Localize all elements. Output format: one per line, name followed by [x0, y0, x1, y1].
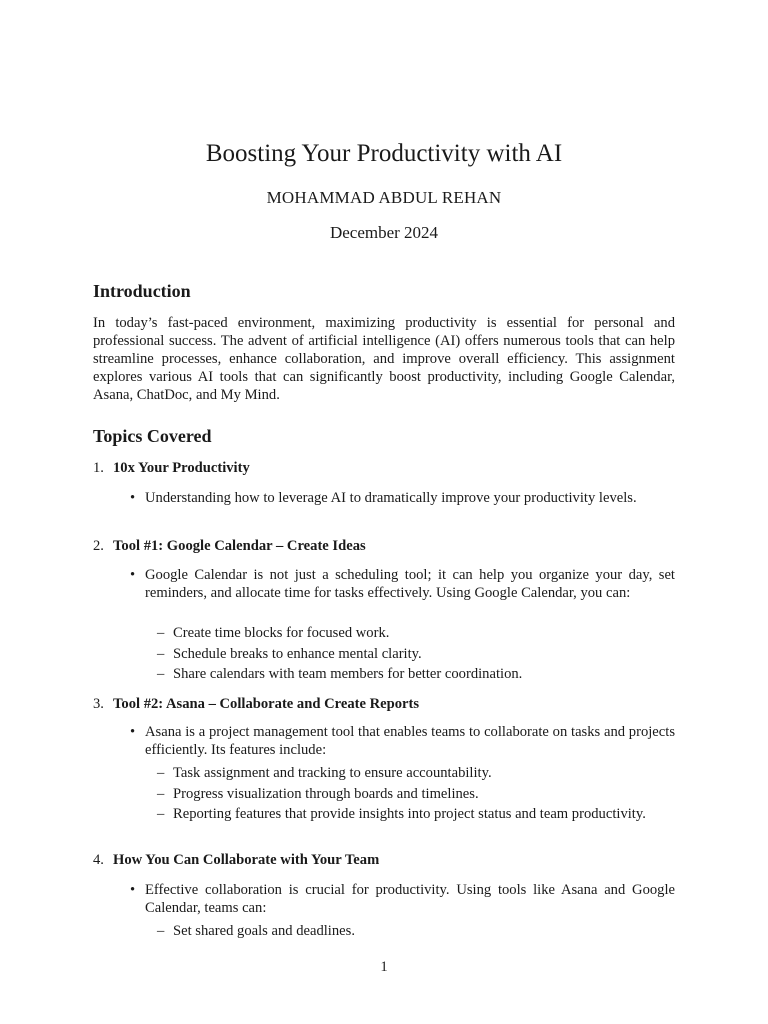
section-heading-topics: Topics Covered: [93, 426, 212, 446]
sub-item-text: Share calendars with team members for better coordination.: [173, 666, 523, 682]
bullet-icon: •: [130, 882, 136, 898]
bullet-icon: •: [130, 490, 136, 506]
list-item-4-heading: [93, 851, 683, 869]
list-item-3-bullet: [130, 723, 675, 759]
bullet-icon: •: [130, 567, 136, 583]
bullet-text: Google Calendar is not just a scheduling tool; it can help you organize your day, set reminders, and allocate time for tasks effectively. Using Google Calendar, you can:: [145, 567, 675, 601]
list-item-4-sub-1: [157, 922, 675, 940]
list-item-1-heading: [93, 459, 683, 477]
sub-item-text: Set shared goals and deadlines.: [173, 923, 355, 939]
sub-item-text: Task assignment and tracking to ensure accountability.: [173, 765, 492, 781]
bullet-text: Effective collaboration is crucial for productivity. Using tools like Asana and Google Calendar, teams can:: [145, 882, 675, 916]
list-item-number: 1.: [93, 460, 104, 476]
sub-item-text: Reporting features that provide insights into project status and team productivity.: [173, 806, 646, 822]
bullet-text: Asana is a project management tool that enables teams to collaborate on tasks and projects efficiently. Its features include:: [145, 724, 675, 758]
dash-icon: –: [157, 923, 165, 939]
introduction-paragraph: In today’s fast-paced environment, maximizing productivity is essential for personal and professional success. The advent of artificial intelligence (AI) offers numerous tools that can help streamline processes, enhance collaboration, and improve overall efficiency. This assignment explores various AI tools that can significantly boost productivity, including Google Calendar, Asana, ChatDoc, and My Mind.: [93, 315, 675, 403]
list-item-3-heading: [93, 695, 683, 713]
list-item-3-sub-2: [157, 785, 675, 803]
list-item-2-heading: [93, 537, 683, 555]
dash-icon: –: [157, 786, 165, 802]
list-item-2-bullet: [130, 566, 675, 602]
sub-item-text: Create time blocks for focused work.: [173, 625, 390, 641]
list-item-3-sub-1: [157, 764, 675, 782]
sub-item-text: Progress visualization through boards and timelines.: [173, 786, 479, 802]
dash-icon: –: [157, 646, 165, 662]
list-item-2-sub-3: [157, 665, 675, 683]
list-item-number: 4.: [93, 852, 104, 868]
list-item-4-bullet: [130, 881, 675, 917]
section-heading-introduction: Introduction: [93, 281, 191, 301]
list-item-label: Tool #1: Google Calendar – Create Ideas: [113, 538, 366, 554]
list-item-2-sub-2: [157, 645, 675, 663]
bullet-text: Understanding how to leverage AI to dramatically improve your productivity levels.: [145, 490, 637, 506]
page-number: 1: [380, 959, 388, 975]
document-date: December 2024: [329, 223, 439, 242]
document-title: Boosting Your Productivity with AI: [205, 140, 563, 167]
list-item-1-bullet: [130, 489, 675, 507]
list-item-3-sub-3: [157, 805, 675, 823]
sub-item-text: Schedule breaks to enhance mental clarity.: [173, 646, 422, 662]
list-item-label: Tool #2: Asana – Collaborate and Create Reports: [113, 696, 420, 712]
list-item-label: 10x Your Productivity: [113, 460, 250, 476]
dash-icon: –: [157, 765, 165, 781]
dash-icon: –: [157, 625, 165, 641]
list-item-label: How You Can Collaborate with Your Team: [113, 852, 380, 868]
list-item-number: 2.: [93, 538, 104, 554]
author-name: MOHAMMAD ABDUL REHAN: [266, 188, 502, 207]
dash-icon: –: [157, 806, 165, 822]
bullet-icon: •: [130, 724, 136, 740]
dash-icon: –: [157, 666, 165, 682]
list-item-number: 3.: [93, 696, 104, 712]
list-item-2-sub-1: [157, 624, 675, 642]
